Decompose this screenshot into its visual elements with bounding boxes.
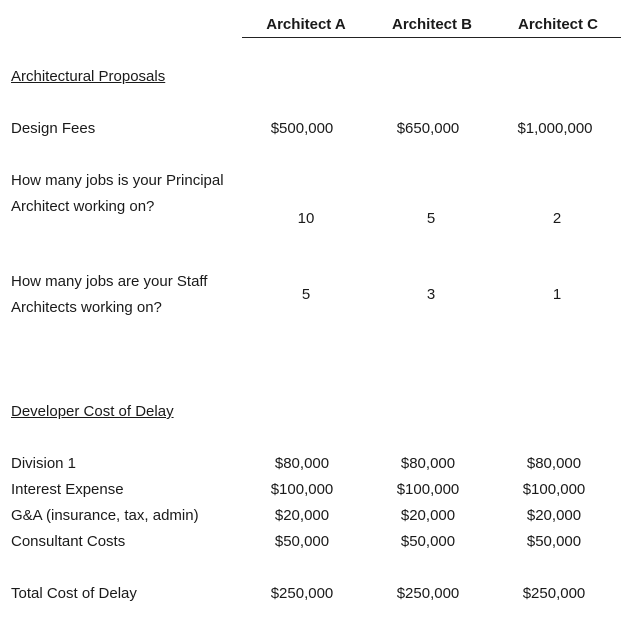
principal-jobs-architect-a: 10: [297, 210, 315, 227]
staff-jobs-architect-a: 5: [301, 286, 311, 303]
total-cost-of-delay-architect-c: $250,000: [522, 585, 586, 602]
division-1-architect-b: $80,000: [400, 455, 456, 472]
ga-architect-a: $20,000: [274, 507, 330, 524]
consultant-costs-architect-c: $50,000: [526, 533, 582, 550]
design-fees-architect-c: $1,000,000: [517, 120, 593, 137]
principal-jobs-architect-c: 2: [552, 210, 562, 227]
ga-architect-c: $20,000: [526, 507, 582, 524]
column-header-architect-b: Architect B: [391, 16, 473, 33]
consultant-costs-architect-b: $50,000: [400, 533, 456, 550]
staff-jobs-architect-b: 3: [426, 286, 436, 303]
principal-jobs-architect-b: 5: [426, 210, 436, 227]
section-title-architectural-proposals: Architectural Proposals: [11, 68, 166, 85]
header-underline: [242, 37, 621, 38]
ga-architect-b: $20,000: [400, 507, 456, 524]
section-title-developer-cost-of-delay: Developer Cost of Delay: [11, 403, 174, 420]
design-fees-architect-b: $650,000: [396, 120, 460, 137]
division-1-architect-a: $80,000: [274, 455, 330, 472]
consultant-costs-label: Consultant Costs: [11, 533, 126, 550]
interest-expense-architect-b: $100,000: [396, 481, 460, 498]
interest-expense-architect-a: $100,000: [270, 481, 334, 498]
division-1-label: Division 1: [11, 455, 77, 472]
total-cost-of-delay-architect-b: $250,000: [396, 585, 460, 602]
staff-jobs-label: How many jobs are your Staff Architects working on?: [11, 273, 208, 316]
column-header-architect-c: Architect C: [517, 16, 599, 33]
principal-jobs-label: How many jobs is your Principal Architect working on?: [11, 172, 224, 215]
interest-expense-label: Interest Expense: [11, 481, 124, 498]
division-1-architect-c: $80,000: [526, 455, 582, 472]
column-header-architect-a: Architect A: [266, 16, 346, 33]
total-cost-of-delay-label: Total Cost of Delay: [11, 585, 137, 602]
ga-label: G&A (insurance, tax, admin): [11, 507, 199, 524]
staff-jobs-architect-c: 1: [552, 286, 562, 303]
design-fees-label: Design Fees: [11, 120, 96, 137]
consultant-costs-architect-a: $50,000: [274, 533, 330, 550]
total-cost-of-delay-architect-a: $250,000: [270, 585, 334, 602]
design-fees-architect-a: $500,000: [270, 120, 334, 137]
interest-expense-architect-c: $100,000: [522, 481, 586, 498]
